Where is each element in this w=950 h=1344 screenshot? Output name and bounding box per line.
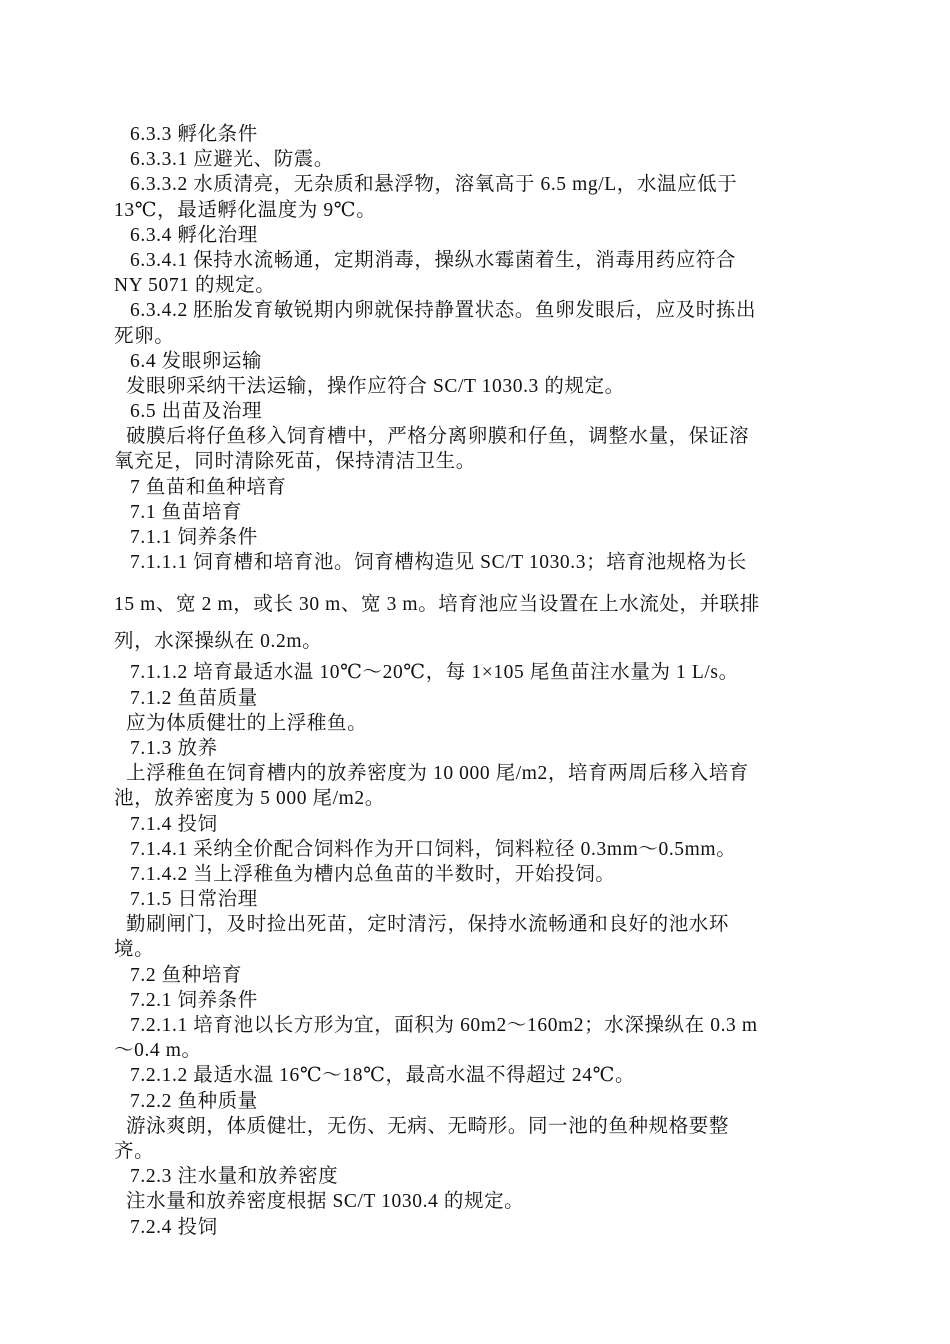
heading-6-3-3: 6.3.3 孵化条件 (130, 124, 258, 145)
heading-7-1-3: 7.1.3 放养 (130, 737, 218, 759)
clause-7-1-1-2: 7.1.1.2 培育最适水温 10℃～20℃，每 1×105 尾鱼苗注水量为 1 L/s。 (130, 662, 739, 684)
heading-7-2: 7.2 鱼种培育 (130, 964, 243, 986)
heading-6-5: 6.5 出苗及治理 (130, 401, 263, 423)
heading-7-1-4: 7.1.4 投饲 (130, 813, 218, 835)
paragraph-7-1-3-cont: 池，放养密度为 5 000 尾/m2。 (114, 788, 385, 810)
paragraph-6-5: 破膜后将仔鱼移入饲育槽中，严格分离卵膜和仔鱼，调整水量，保证溶 (126, 426, 750, 448)
clause-7-2-1-1: 7.2.1.1 培育池以长方形为宜，面积为 60m2～160m2；水深操纵在 0.3 m (130, 1015, 758, 1036)
clause-6-3-4-1: 6.3.4.1 保持水流畅通，定期消毒，操纵水霉菌着生，消毒用药应符合 (130, 249, 737, 271)
heading-6-3-4: 6.3.4 孵化治理 (130, 224, 258, 246)
heading-7-2-2: 7.2.2 鱼种质量 (130, 1090, 258, 1112)
heading-7-2-4: 7.2.4 投饲 (130, 1216, 218, 1238)
clause-6-3-3-2-cont: 13℃，最适孵化温度为 9℃。 (114, 199, 377, 221)
clause-7-1-1-1: 7.1.1.1 饲育槽和培育池。饲育槽构造见 SC/T 1030.3；培育池规格为长 (130, 552, 747, 574)
heading-7-2-3: 7.2.3 注水量和放养密度 (130, 1166, 339, 1188)
paragraph-7-1-3: 上浮稚鱼在饲育槽内的放养密度为 10 000 尾/m2，培育两周后移入培育 (126, 763, 749, 785)
clause-7-2-1-2: 7.2.1.2 最适水温 16℃～18℃，最高水温不得超过 24℃。 (130, 1065, 636, 1087)
clause-7-1-1-1-cont2: 列，水深操纵在 0.2m。 (114, 631, 323, 653)
heading-7-2-1: 7.2.1 饲养条件 (130, 989, 258, 1011)
paragraph-6-5-cont: 氧充足，同时清除死苗，保持清洁卫生。 (114, 451, 476, 473)
clause-6-3-4-2: 6.3.4.2 胚胎发育敏锐期内卵就保持静置状态。鱼卵发眼后，应及时拣出 (130, 300, 757, 322)
paragraph-6-4: 发眼卵采纳干法运输，操作应符合 SC/T 1030.3 的规定。 (126, 375, 625, 397)
paragraph-7-1-5-cont: 境。 (114, 939, 155, 961)
paragraph-7-1-2: 应为体质健壮的上浮稚鱼。 (126, 712, 368, 734)
heading-7-1-2: 7.1.2 鱼苗质量 (130, 687, 258, 709)
clause-6-3-4-1-cont: NY 5071 的规定。 (114, 275, 276, 297)
heading-7-1: 7.1 鱼苗培育 (130, 501, 243, 523)
clause-7-1-1-1-cont: 15 m、宽 2 m，或长 30 m、宽 3 m。培育池应当设置在上水流处，并联排 (114, 594, 760, 616)
heading-6-4: 6.4 发眼卵运输 (130, 350, 263, 372)
clause-6-3-4-2-cont: 死卵。 (114, 325, 175, 347)
clause-7-1-4-1: 7.1.4.1 采纳全价配合饲料作为开口饲料，饲料粒径 0.3mm～0.5mm。 (130, 838, 737, 860)
paragraph-7-1-5: 勤刷闸门，及时捡出死苗，定时清污，保持水流畅通和良好的池水环 (126, 914, 730, 936)
paragraph-7-2-3: 注水量和放养密度根据 SC/T 1030.4 的规定。 (126, 1191, 525, 1213)
document-body (114, 122, 830, 1240)
paragraph-7-2-2: 游泳爽朗，体质健壮，无伤、无病、无畸形。同一池的鱼种规格要整 (126, 1115, 730, 1137)
heading-7-1-5: 7.1.5 日常治理 (130, 889, 258, 911)
clause-6-3-3-2: 6.3.3.2 水质清亮，无杂质和悬浮物，溶氧高于 6.5 mg/L，水温应低于 (130, 174, 738, 196)
clause-7-2-1-1-cont: ～0.4 m。 (114, 1040, 202, 1062)
heading-7: 7 鱼苗和鱼种培育 (130, 476, 287, 498)
heading-7-1-1: 7.1.1 饲养条件 (130, 527, 258, 548)
clause-7-1-4-2: 7.1.4.2 当上浮稚鱼为槽内总鱼苗的半数时，开始投饲。 (130, 863, 616, 885)
clause-6-3-3-1: 6.3.3.1 应避光、防震。 (130, 149, 334, 171)
paragraph-7-2-2-cont: 齐。 (114, 1140, 155, 1162)
